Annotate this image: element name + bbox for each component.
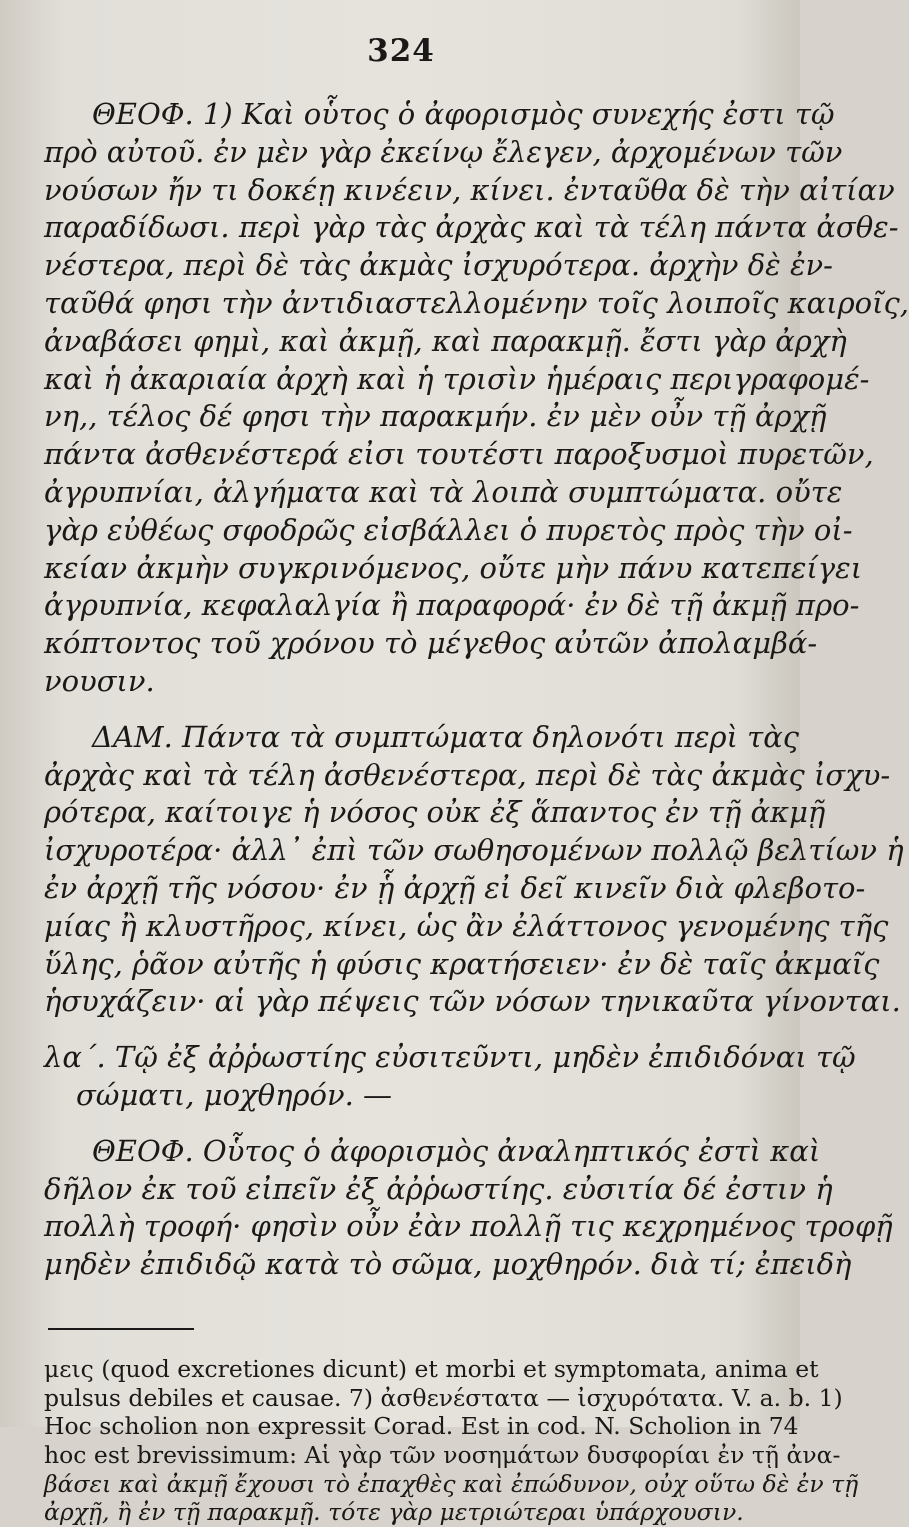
text-line: κόπτοντος τοῦ χρόνου τὸ μέγεθος αὐτῶν ἀπολαμβά- [44,626,818,661]
text-line: λα΄. Τῷ ἐξ ἀῤῥωστίης εὐσιτεῦντι, μηδὲν ἐπιδιδόναι τῷ [44,1040,856,1075]
text-line: ἀναβάσει φημὶ, καὶ ἀκμῇ, καὶ παρακμῇ. ἔστι γὰρ ἀρχὴ [44,323,847,358]
text-line: ἀγρυπνίαι, ἀλγήματα καὶ τὰ λοιπὰ συμπτώματα. οὔτε [44,474,843,509]
paragraph-gap [44,1115,758,1133]
paragraph-gap [44,701,758,719]
footnote-line: pulsus debiles et causae. 7) ἀσθενέστατα — ἰσχυρότατα. V. a. b. 1) [44,1383,843,1412]
text-line: ἰσχυροτέρα· ἀλλ᾿ ἐπὶ τῶν σωθησομένων πολλῷ βελτίων ἡ [44,833,904,868]
text-line: ρότερα, καίτοιγε ἡ νόσος οὐκ ἐξ ἅπαντος ἐν τῇ ἀκμῇ [44,795,826,830]
text-line: κείαν ἀκμὴν συγκρινόμενος, οὔτε μὴν πάνυ κατεπείγει [44,550,863,585]
text-line: πρὸ αὐτοῦ. ἐν μὲν γὰρ ἐκείνῳ ἔλεγεν, ἀρχομένων τῶν [44,134,843,169]
text-line: ΔΑΜ. Πάντα τὰ συμπτώματα δηλονότι περὶ τὰς [92,719,800,754]
text-line: ὕλης, ῥᾶον αὐτῆς ἡ φύσις κρατήσειεν· ἐν δὲ ταῖς ἀκμαῖς [44,946,880,981]
text-line: νη,, τέλος δέ φησι τὴν παρακμήν. ἐν μὲν οὖν τῇ ἀρχῇ [44,399,827,434]
text-line: παραδίδωσι. περὶ γὰρ τὰς ἀρχὰς καὶ τὰ τέλη πάντα ἀσθε- [44,210,899,245]
aphorism-31 [44,1039,856,1115]
text-line: ἐν ἀρχῇ τῆς νόσου· ἐν ᾗ ἀρχῇ εἰ δεῖ κινεῖν διὰ φλεβοτο- [44,870,866,905]
text-line: ΘΕΟΦ. Οὗτος ὁ ἀφορισμὸς ἀναληπτικός ἐστὶ καὶ [92,1133,821,1168]
page-number: 324 [367,33,435,69]
text-line: ἀγρυπνία, κεφαλαλγία ἢ παραφορά· ἐν δὲ τῇ ἀκμῇ προ- [44,588,860,623]
text-line: πολλὴ τροφή· φησὶν οὖν ἐὰν πολλῇ τις κεχρημένος τροφῇ [44,1209,893,1244]
text-line: σώματι, μοχθηρόν. — [76,1077,393,1112]
text-line: ΘΕΟΦ. 1) Καὶ οὗτος ὁ ἀφορισμὸς συνεχής ἐστι τῷ [92,97,835,131]
footnote-line: ἀρχῇ, ἢ ἐν τῇ παρακμῇ. τότε γὰρ μετριώτεραι ὑπάρχουσιν. [44,1498,744,1527]
footnote-rule [48,1328,194,1330]
footnotes [44,1354,859,1527]
footnote-line: hoc est brevissimum: Αἱ γὰρ τῶν νοσημάτων δυσφορίαι ἐν τῇ ἀνα- [44,1441,841,1470]
text-line: μηδὲν ἐπιδιδῷ κατὰ τὸ σῶμα, μοχθηρόν. διὰ τί; ἐπειδὴ [44,1247,852,1282]
paragraph-theophilus-1 [44,96,909,701]
paragraph-damascius [44,719,904,1021]
text-line: πάντα ἀσθενέστερά εἰσι τουτέστι παροξυσμοὶ πυρετῶν, [44,437,874,472]
text-line: ἀρχὰς καὶ τὰ τέλη ἀσθενέστερα, περὶ δὲ τὰς ἀκμὰς ἰσχυ- [44,757,891,792]
text-line: νούσων ἤν τι δοκέῃ κινέειν, κίνει. ἐνταῦθα δὲ τὴν αἰτίαν [44,172,895,207]
footnote-line: Hoc scholion non expressit Corad. Est in cod. N. Scholion in 74 [44,1412,799,1441]
footnote-line: μεις (quod excretiones dicunt) et morbi et symptomata, anima et [44,1354,819,1383]
text-line: μίας ἢ κλυστῆρος, κίνει, ὡς ἂν ἐλάττονος γενομένης τῆς [44,908,889,943]
text-line: ταῦθά φησι τὴν ἀντιδιαστελλομένην τοῖς λοιποῖς καιροῖς, [44,285,909,320]
text-line: νουσιν. [44,663,155,698]
footnote-line: βάσει καὶ ἀκμῇ ἔχουσι τὸ ἐπαχθὲς καὶ ἐπώδυνον, οὐχ οὕτω δὲ ἐν τῇ [44,1469,859,1498]
paragraph-theophilus-2 [44,1133,893,1284]
text-line: ἡσυχάζειν· αἱ γὰρ πέψεις τῶν νόσων τηνικαῦτα γίνονται. [44,984,901,1019]
text-line: νέστερα, περὶ δὲ τὰς ἀκμὰς ἰσχυρότερα. ἀρχὴν δὲ ἐν- [44,248,833,283]
text-line: γὰρ εὐθέως σφοδρῶς εἰσβάλλει ὁ πυρετὸς πρὸς τὴν οἰ- [44,512,853,547]
text-line: δῆλον ἐκ τοῦ εἰπεῖν ἐξ ἀῤῥωστίης. εὐσιτία δέ ἐστιν ἡ [44,1171,833,1206]
text-line: καὶ ἡ ἀκαριαία ἀρχὴ καὶ ἡ τρισὶν ἡμέραις περιγραφομέ- [44,361,870,396]
paragraph-gap [44,1021,758,1039]
